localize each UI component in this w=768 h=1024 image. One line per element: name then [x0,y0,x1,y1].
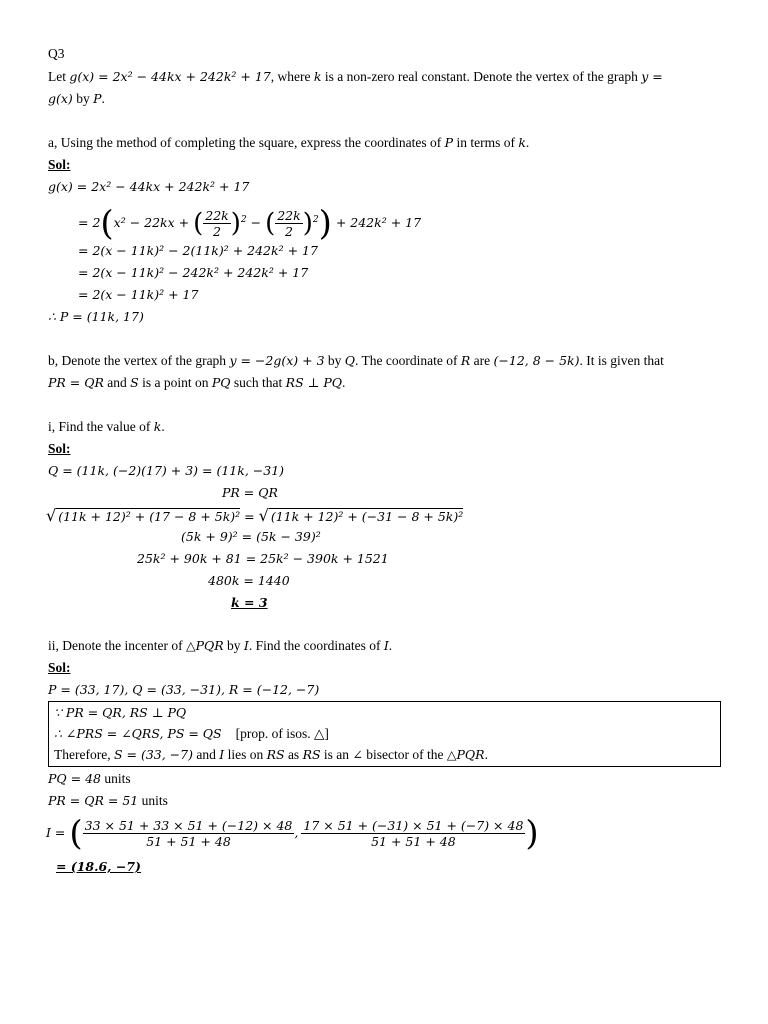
box-line-2 [54,724,329,744]
numerator: 22k [277,208,301,224]
step-4: = 2(x − 11k)² − 242k² + 242k² + 17 [78,265,309,280]
text: bisector of the [362,747,447,762]
text: a, Using the method of completing the square, express the coordinates of [48,135,445,150]
step-480k: 480k = 1440 [208,573,290,588]
step-incenter-formula [46,813,539,854]
text: . Find the coordinates of [248,638,384,653]
denominator: 2 [284,224,293,240]
radicand: (11k + 12)² + (17 − 8 + 5k)² [58,509,241,524]
math: − [246,215,266,231]
text: . [342,375,346,390]
paren: ) [302,208,313,239]
step-pr [48,791,168,811]
math: , [294,825,299,840]
text: ii, Denote the incenter of [48,638,186,653]
math: RS ⊥ PQ [285,375,342,390]
text: , where [270,69,314,84]
answer-k: k = 3 [231,595,268,610]
paren: ( [69,813,83,854]
text: [prop. of isos. △] [235,726,329,741]
math: △PQR [446,747,485,762]
step-1: g(x) = 2x² − 44kx + 242k² + 17 [48,179,250,194]
math: Q [344,353,356,368]
exponent: 2 [312,215,319,225]
text: . [388,638,393,653]
sol-label: Sol: [48,660,71,675]
fraction [301,818,525,849]
math: PR = QR = 51 [48,793,139,808]
denominator: 2 [213,224,221,240]
text: is a non-zero real constant. Denote the vertex of the graph [321,69,642,84]
math: (−12, 8 − 5k) [493,353,580,368]
text: units [101,771,131,786]
math: k [313,69,322,84]
math: g(x) [48,91,73,106]
math: PR = QR [48,375,104,390]
text: . [101,91,105,106]
sqrt-symbol: √ [46,506,57,525]
part-bi-question [48,417,165,437]
math: P [444,135,454,150]
math: RS [266,747,285,762]
sol-label: Sol: [48,441,71,456]
text: Let [48,69,70,84]
math: I = [46,825,70,840]
math: PQ = 48 [48,771,101,786]
math: I [243,638,249,653]
math: ∠ [352,747,363,762]
text: lies on [224,747,267,762]
text: are [470,353,494,368]
part-a-question [48,133,529,153]
part-b-line-2 [48,373,345,393]
step-sqrt-eq [46,506,463,527]
text: by [72,91,94,106]
math: k [153,419,162,434]
paren: ) [525,813,539,854]
numerator: 22k [205,208,229,224]
math: RS [302,747,321,762]
math: S = (33, −7) [113,747,193,762]
math: = [240,509,259,524]
fraction [83,818,295,849]
math: k [518,135,526,150]
math: = 2 [78,215,101,231]
numerator: 33 × 51 + 33 × 51 + (−12) × 48 [84,818,293,833]
step-points: P = (33, 17), Q = (33, −31), R = (−12, −7) [48,682,320,697]
text: Therefore, [54,747,114,762]
box-line-1: ∵ PR = QR, RS ⊥ PQ [54,705,187,720]
text: by [223,638,244,653]
math: g(x) = 2x² − 44kx + 242k² + 17 [69,69,271,84]
math: PQ [211,375,231,390]
math: y = −2g(x) + 3 [229,353,325,368]
math: I [383,638,389,653]
math: P [93,91,102,106]
text: . [484,747,488,762]
question-number: Q3 [48,46,65,61]
math: R [460,353,471,368]
step-q: Q = (11k, (−2)(17) + 3) = (11k, −31) [48,463,285,478]
fraction [203,208,230,239]
paren: ( [193,208,204,239]
box-line-3 [54,745,488,765]
paren: ( [265,208,276,239]
text: . The coordinate of [355,353,461,368]
step-pq [48,769,131,789]
math: + 242k² + 17 [331,215,422,231]
paren: ) [318,203,332,244]
text: . It is given that [579,353,664,368]
paren: ) [230,208,241,239]
math: x² − 22kx + [113,215,194,231]
step-pr-qr: PR = QR [222,485,278,500]
sol-label: Sol: [48,157,71,172]
math: I [219,747,225,762]
text: and [103,375,131,390]
text: such that [230,375,286,390]
paren: ( [100,203,114,244]
denominator: 51 + 51 + 48 [146,834,231,849]
result-p: ∴ P = (11k, 17) [48,309,144,324]
text: b, Denote the vertex of the graph [48,353,230,368]
math: y = [641,69,663,84]
answer-incenter: = (18.6, −7) [56,859,141,874]
step-square: (5k + 9)² = (5k − 39)² [181,529,321,544]
text: and [193,747,220,762]
step-5: = 2(x − 11k)² + 17 [78,287,199,302]
sqrt-symbol: √ [258,506,269,525]
text: in terms of [453,135,519,150]
part-bii-question [48,636,392,656]
text: is a point on [138,375,212,390]
exponent: 2 [240,215,247,225]
text: is an [320,747,353,762]
fraction [275,208,302,239]
text: as [284,747,303,762]
text: . [525,135,530,150]
text: i, Find the value of [48,419,154,434]
radicand: (11k + 12)² + (−31 − 8 + 5k)² [270,509,464,524]
intro-line-2 [48,89,105,109]
text: by [324,353,345,368]
text: . [161,419,165,434]
math: △PQR [185,638,224,653]
part-b-line-1 [48,351,664,371]
step-2 [78,203,422,244]
text: units [138,793,168,808]
math: ∴ ∠PRS = ∠QRS, PS = QS [54,726,222,741]
denominator: 51 + 51 + 48 [371,834,456,849]
step-expand: 25k² + 90k + 81 = 25k² − 390k + 1521 [137,551,389,566]
step-3: = 2(x − 11k)² − 2(11k)² + 242k² + 17 [78,243,318,258]
numerator: 17 × 51 + (−31) × 51 + (−7) × 48 [303,818,524,833]
math: S [130,375,139,390]
intro-line-1 [48,67,663,87]
